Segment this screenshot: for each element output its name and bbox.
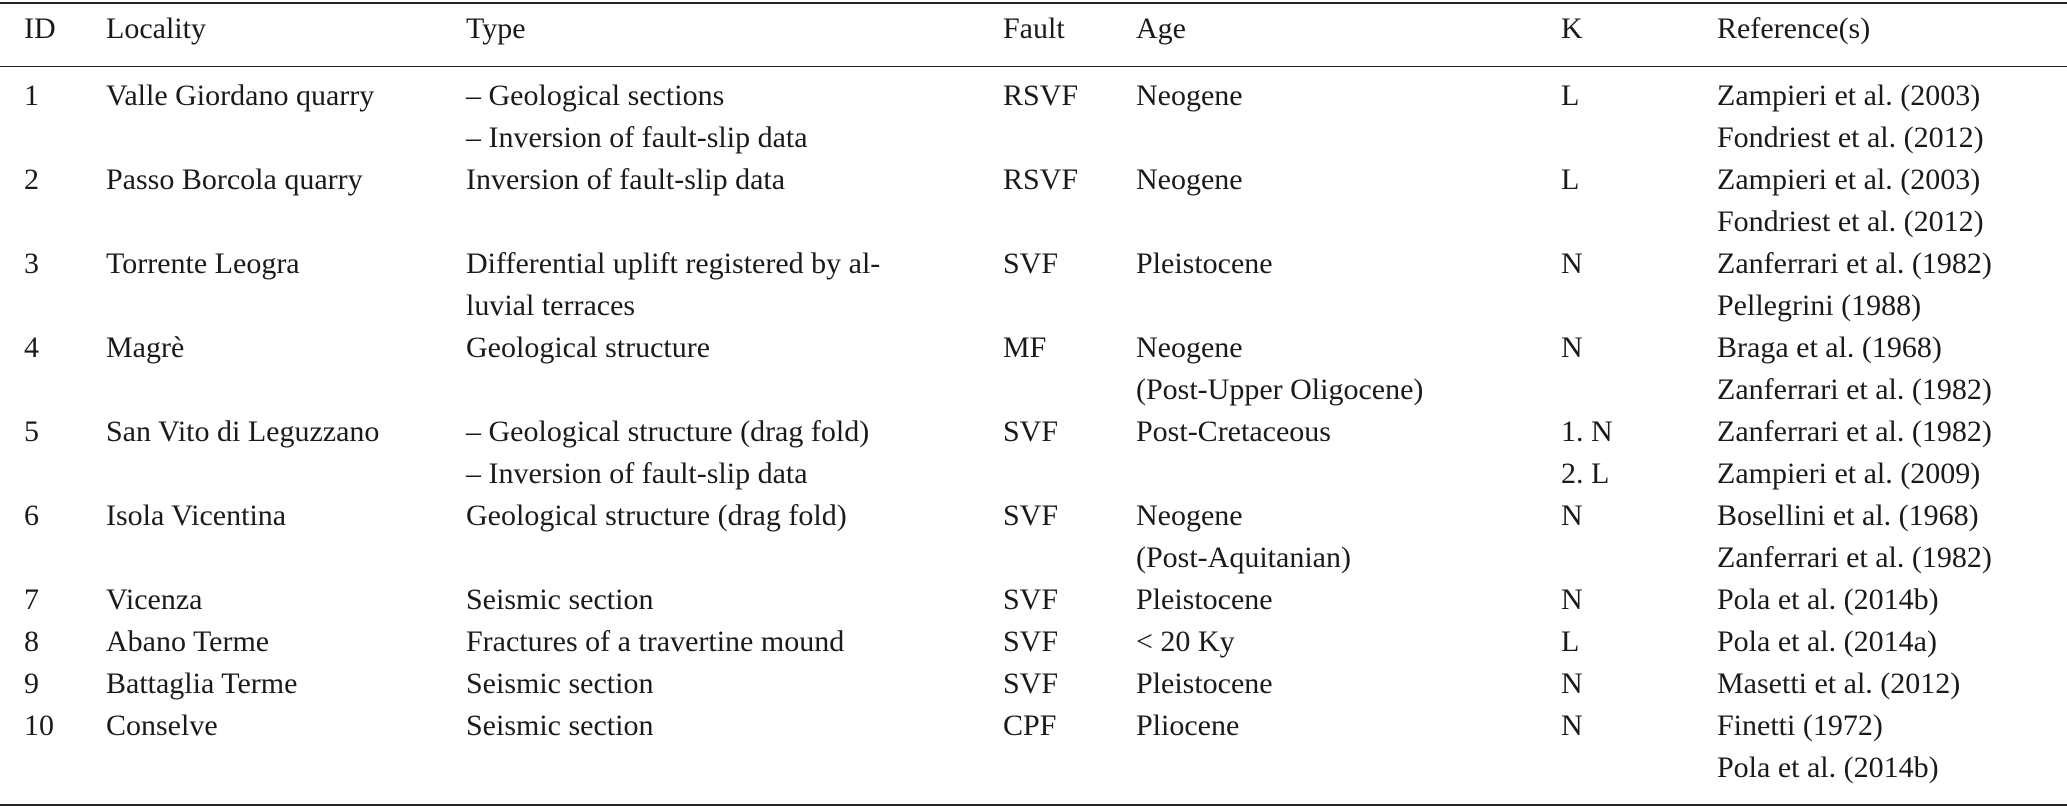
cell-type (466, 159, 785, 201)
cell-k (1561, 327, 1583, 369)
cell-age (1136, 579, 1273, 621)
cell-id: 2 (24, 163, 39, 196)
cell-fault: SVF (1003, 247, 1059, 280)
cell-type (466, 75, 808, 159)
cell-type (466, 621, 844, 663)
cell-k-line: 2. L (1561, 457, 1610, 490)
cell-references-line: Bosellini et al. (1968) (1717, 499, 1979, 532)
cell-age (1136, 705, 1239, 747)
cell-fault: SVF (1003, 667, 1059, 700)
cell-locality: Battaglia Terme (106, 667, 298, 700)
cell-references-line: Fondriest et al. (2012) (1717, 205, 1984, 238)
header-k: K (1561, 12, 1583, 45)
cell-fault: SVF (1003, 415, 1059, 448)
bottom-rule (0, 804, 2067, 806)
cell-age-line: Pleistocene (1136, 247, 1273, 280)
cell-k (1561, 621, 1579, 663)
cell-references-line: Zanferrari et al. (1982) (1717, 415, 1992, 448)
cell-k (1561, 705, 1583, 747)
cell-references (1717, 243, 1992, 327)
cell-type (466, 411, 869, 495)
cell-k-line: N (1561, 709, 1583, 742)
cell-k-line: N (1561, 667, 1583, 700)
cell-age-line: Neogene (1136, 79, 1243, 112)
cell-k (1561, 495, 1583, 537)
cell-type-line: Differential uplift registered by al- (466, 247, 881, 280)
cell-type-line: – Geological sections (466, 79, 725, 112)
cell-fault: MF (1003, 331, 1047, 364)
cell-age-line: < 20 Ky (1136, 625, 1235, 658)
cell-references (1717, 663, 1960, 705)
cell-age-line: Neogene (1136, 163, 1243, 196)
cell-age (1136, 243, 1273, 285)
cell-references (1717, 327, 1992, 411)
cell-references (1717, 621, 1937, 663)
cell-age-line: (Post-Aquitanian) (1136, 541, 1351, 574)
cell-k-line: L (1561, 625, 1580, 658)
cell-fault: CPF (1003, 709, 1057, 742)
cell-fault: SVF (1003, 499, 1059, 532)
cell-references-line: Pola et al. (2014a) (1717, 625, 1937, 658)
cell-age-line: Pleistocene (1136, 667, 1273, 700)
cell-references-line: Zampieri et al. (2003) (1717, 79, 1981, 112)
cell-locality: Abano Terme (106, 625, 270, 658)
cell-id: 8 (24, 625, 39, 658)
cell-type-line: Seismic section (466, 583, 654, 616)
cell-id: 6 (24, 499, 39, 532)
cell-locality: Isola Vicentina (106, 499, 287, 532)
cell-locality: Magrè (106, 331, 185, 364)
cell-fault: RSVF (1003, 163, 1079, 196)
cell-id: 10 (24, 709, 54, 742)
cell-k-line: L (1561, 163, 1580, 196)
cell-age-line: (Post-Upper Oligocene) (1136, 373, 1424, 406)
cell-k (1561, 159, 1579, 201)
cell-age (1136, 495, 1351, 579)
cell-references (1717, 75, 1984, 159)
cell-references (1717, 579, 1939, 621)
cell-age (1136, 621, 1235, 663)
cell-id: 3 (24, 247, 39, 280)
cell-references (1717, 705, 1939, 789)
cell-k-line: N (1561, 331, 1583, 364)
cell-type (466, 327, 710, 369)
cell-k-line: N (1561, 583, 1583, 616)
cell-type (466, 663, 653, 705)
cell-references-line: Zampieri et al. (2003) (1717, 163, 1981, 196)
cell-age (1136, 663, 1273, 705)
cell-locality: Torrente Leogra (106, 247, 300, 280)
header-age: Age (1136, 12, 1186, 45)
cell-fault: SVF (1003, 583, 1059, 616)
cell-k-line: N (1561, 499, 1583, 532)
header-fault: Fault (1003, 12, 1065, 45)
cell-id: 4 (24, 331, 39, 364)
cell-type (466, 705, 653, 747)
cell-id: 1 (24, 79, 39, 112)
cell-references-line: Pola et al. (2014b) (1717, 751, 1939, 784)
cell-id: 9 (24, 667, 39, 700)
cell-fault: RSVF (1003, 79, 1079, 112)
header-rule (0, 66, 2067, 67)
cell-references (1717, 411, 1992, 495)
cell-k-line: N (1561, 247, 1583, 280)
cell-k (1561, 411, 1613, 495)
cell-k (1561, 75, 1579, 117)
cell-type (466, 579, 653, 621)
cell-type-line: Inversion of fault-slip data (466, 163, 786, 196)
cell-type-line: – Inversion of fault-slip data (466, 121, 808, 154)
cell-type-line: Seismic section (466, 709, 654, 742)
cell-locality: Passo Borcola quarry (106, 163, 363, 196)
cell-age (1136, 159, 1243, 201)
cell-age-line: Neogene (1136, 331, 1243, 364)
cell-age (1136, 75, 1243, 117)
cell-references-line: Zanferrari et al. (1982) (1717, 247, 1992, 280)
cell-locality: Valle Giordano quarry (106, 79, 375, 112)
cell-references-line: Masetti et al. (2012) (1717, 667, 1961, 700)
cell-type (466, 495, 847, 537)
cell-age-line: Post-Cretaceous (1136, 415, 1331, 448)
cell-references-line: Zampieri et al. (2009) (1717, 457, 1981, 490)
cell-age-line: Pliocene (1136, 709, 1240, 742)
cell-k-line: 1. N (1561, 415, 1613, 448)
cell-type-line: luvial terraces (466, 289, 636, 322)
cell-type-line: – Inversion of fault-slip data (466, 457, 808, 490)
cell-references-line: Zanferrari et al. (1982) (1717, 541, 1992, 574)
header-id: ID (24, 12, 56, 45)
cell-age-line: Neogene (1136, 499, 1243, 532)
cell-references-line: Pellegrini (1988) (1717, 289, 1922, 322)
cell-id: 5 (24, 415, 39, 448)
cell-age (1136, 327, 1423, 411)
cell-locality: Vicenza (106, 583, 203, 616)
cell-type-line: Fractures of a travertine mound (466, 625, 845, 658)
cell-id: 7 (24, 583, 39, 616)
header-type: Type (466, 12, 526, 45)
cell-references (1717, 495, 1992, 579)
cell-fault: SVF (1003, 625, 1059, 658)
cell-k (1561, 663, 1583, 705)
cell-references-line: Pola et al. (2014b) (1717, 583, 1939, 616)
header-locality: Locality (106, 12, 206, 45)
cell-k (1561, 243, 1583, 285)
cell-age (1136, 411, 1331, 453)
cell-k (1561, 579, 1583, 621)
cell-locality: Conselve (106, 709, 218, 742)
cell-references-line: Fondriest et al. (2012) (1717, 121, 1984, 154)
cell-type-line: Seismic section (466, 667, 654, 700)
top-rule (0, 2, 2067, 4)
cell-k-line: L (1561, 79, 1580, 112)
cell-references-line: Zanferrari et al. (1982) (1717, 373, 1992, 406)
cell-references (1717, 159, 1984, 243)
header-references: Reference(s) (1717, 12, 1871, 45)
cell-type (466, 243, 880, 327)
cell-references-line: Finetti (1972) (1717, 709, 1883, 742)
cell-references-line: Braga et al. (1968) (1717, 331, 1942, 364)
cell-type-line: – Geological structure (drag fold) (466, 415, 870, 448)
cell-type-line: Geological structure (466, 331, 711, 364)
cell-type-line: Geological structure (drag fold) (466, 499, 847, 532)
cell-age-line: Pleistocene (1136, 583, 1273, 616)
cell-locality: San Vito di Leguzzano (106, 415, 380, 448)
